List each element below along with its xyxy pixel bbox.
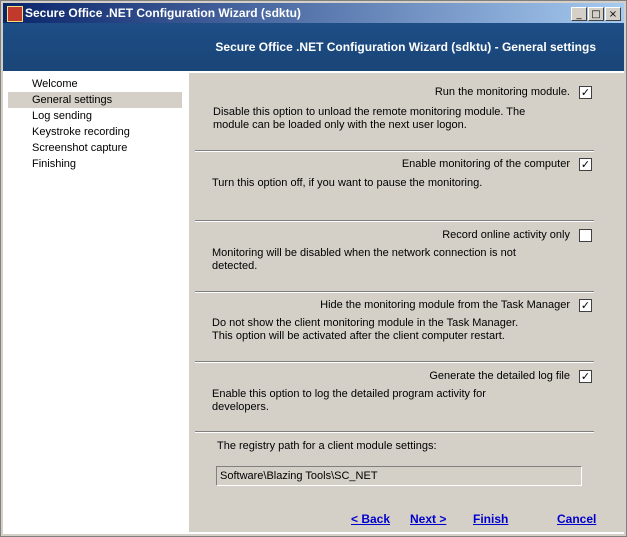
divider — [195, 150, 594, 152]
title-bar[interactable] — [3, 3, 624, 23]
divider — [195, 291, 594, 293]
nav-item-log-sending[interactable]: Log sending — [32, 110, 92, 122]
option-description: Enable this option to log the detailed program activity for developers. — [212, 388, 486, 413]
page-title: Secure Office .NET Configuration Wizard (sdktu) - General settings — [215, 40, 596, 54]
option-label: Generate the detailed log file — [429, 370, 570, 382]
nav-item-general-settings[interactable]: General settings — [8, 92, 182, 108]
option-row[interactable] — [195, 298, 592, 314]
option-label: Enable monitoring of the computer — [401, 158, 570, 170]
divider — [195, 220, 594, 222]
close-button[interactable]: × — [605, 7, 621, 21]
finish-button[interactable]: Finish — [473, 512, 509, 526]
option-description: Turn this option off, if you want to pause the monitoring. — [212, 177, 483, 189]
enable-monitoring-checkbox[interactable]: ✓ — [580, 158, 591, 171]
run-monitoring-checkbox[interactable]: ✓ — [580, 86, 591, 99]
back-button[interactable]: < Back — [351, 512, 391, 526]
next-button[interactable]: Next > — [410, 512, 447, 526]
hide-from-task-manager-checkbox[interactable]: ✓ — [580, 299, 591, 312]
minimize-button[interactable]: _ — [571, 7, 587, 21]
settings-panel — [189, 73, 624, 532]
detailed-log-checkbox[interactable]: ✓ — [580, 370, 591, 383]
option-row[interactable] — [195, 228, 592, 244]
registry-path-field[interactable]: Software\Blazing Tools\SC_NET — [216, 466, 582, 486]
nav-item-finishing[interactable]: Finishing — [32, 158, 77, 170]
nav-item-welcome[interactable]: Welcome — [32, 78, 78, 90]
divider — [195, 431, 594, 433]
option-row[interactable] — [195, 157, 592, 173]
option-label: Record online activity only — [442, 229, 570, 241]
option-description: Do not show the client monitoring module in the Task Manager. This option will be activated after the client computer restart. — [212, 317, 519, 342]
window-title: Secure Office .NET Configuration Wizard (sdktu) — [25, 6, 301, 20]
nav-item-screenshot-capture[interactable]: Screenshot capture — [32, 142, 128, 154]
record-online-only-checkbox[interactable] — [579, 229, 592, 242]
header-banner — [3, 23, 624, 71]
app-icon — [7, 6, 23, 22]
option-label: Hide the monitoring module from the Task Manager — [320, 299, 570, 311]
divider — [195, 361, 594, 363]
maximize-button[interactable]: □ — [588, 7, 604, 21]
cancel-button[interactable]: Cancel — [557, 512, 597, 526]
option-description: Disable this option to unload the remote monitoring module. The module can be loaded only with the next user logon. — [213, 106, 526, 131]
option-row[interactable] — [195, 85, 592, 101]
option-row[interactable] — [195, 369, 592, 385]
registry-path-label: The registry path for a client module settings: — [217, 440, 437, 452]
option-description: Monitoring will be disabled when the network connection is not detected. — [212, 247, 516, 272]
option-label: Run the monitoring module. — [434, 86, 570, 98]
content-area — [3, 71, 624, 534]
nav-item-keystroke-recording[interactable]: Keystroke recording — [32, 126, 130, 138]
